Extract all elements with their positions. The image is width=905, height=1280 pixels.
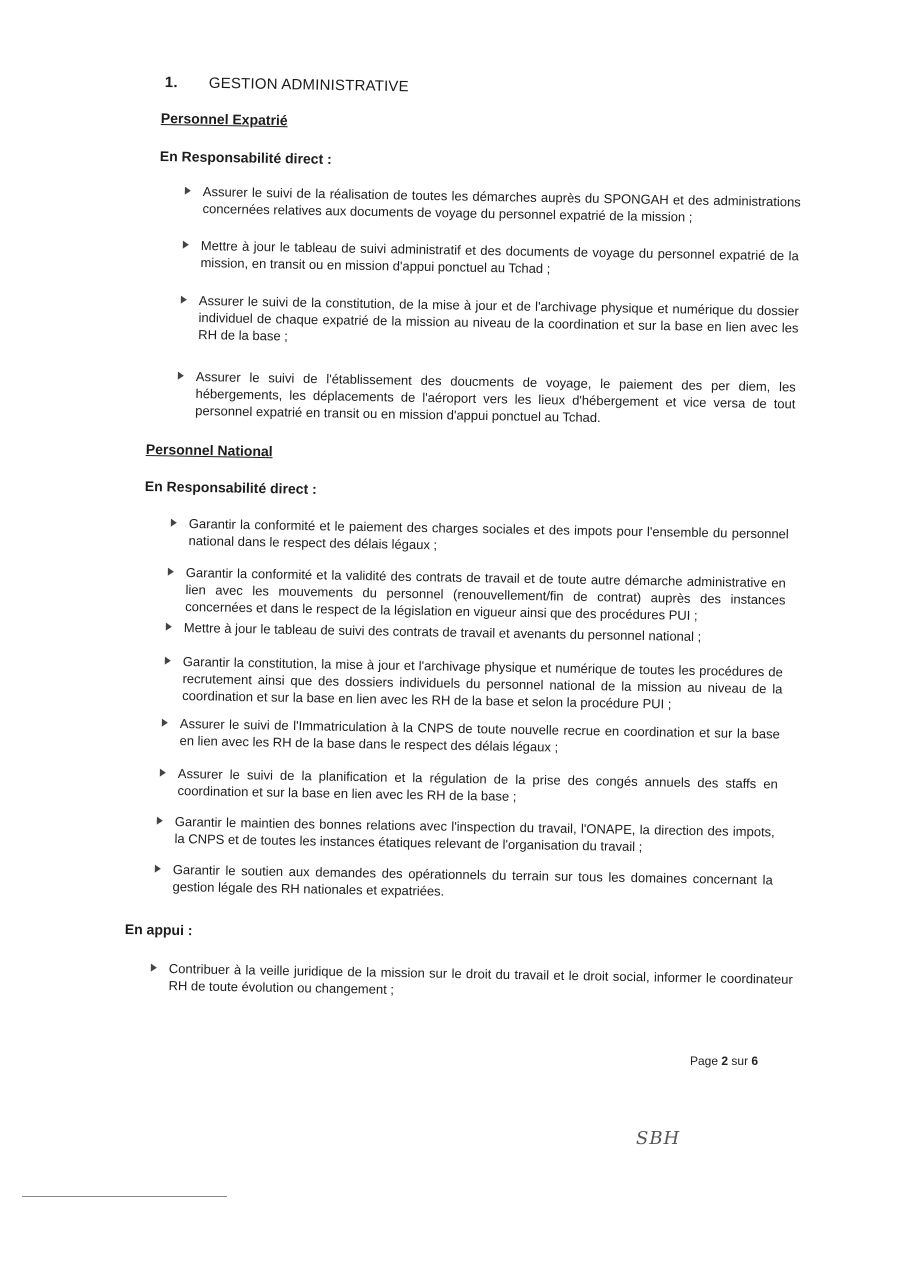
bullet-arrow-icon (160, 769, 166, 777)
scan-artifact-line (22, 1196, 227, 1197)
bullet-arrow-icon (178, 372, 184, 380)
support-item: Contribuer à la veille juridique de la mission sur le droit du travail et le droit social, informer le coordinateur RH de toute évolution ou changement ; (168, 960, 792, 1005)
bullet-arrow-icon (166, 623, 172, 631)
bullet-arrow-icon (181, 296, 187, 304)
handwritten-initials: SBH (636, 1128, 681, 1149)
national-item: Assurer le suivi de la planification et la régulation de la prise des congés annuels des staffs en coordination et sur la base en lien avec les RH de la base ; (177, 765, 778, 809)
national-item: Garantir le soutien aux demandes des opérationnels du terrain sur tous les domaines concernant la gestion légale des RH nationales et expatriées. (172, 861, 773, 905)
expat-item: Assurer le suivi de la constitution, de la mise à jour et de l'archivage physique et numérique du dossier individuel de chaque expatrié de la mission au niveau de la coordination et sur la base en lien avec les RH de la base ; (198, 292, 799, 353)
national-item: Assurer le suivi de l'Immatriculation à la CNPS de toute nouvelle recrue en coordination et sur la base en lien avec les RH de la base dans le respect des délais légaux ; (179, 715, 780, 759)
expat-item: Mettre à jour le tableau de suivi administratif et des documents de voyage du personnel expatrié de la mission, en transit ou en mission d'appui ponctuel au Tchad ; (200, 237, 799, 281)
page-number: Page 2 sur 6 (690, 1054, 759, 1068)
bullet-arrow-icon (171, 519, 177, 527)
national-item: Garantir la constitution, la mise à jour et l'archivage physique et numérique de toutes les procédures de recrutement ainsi que des dossiers individuels du personnel national de la mission au niveau de la coordination et sur la base en lien avec les RH de la base et selon la procédure PUI ; (182, 653, 783, 714)
bullet-arrow-icon (151, 964, 157, 972)
national-item: Mettre à jour le tableau de suivi des contrats de travail et avenants du personnel national ; (184, 619, 784, 646)
bullet-arrow-icon (168, 568, 174, 576)
national-responsibility-label: En Responsabilité direct : (144, 478, 317, 497)
bullet-arrow-icon (183, 241, 189, 249)
expat-responsibility-label: En Responsabilité direct : (159, 148, 332, 167)
support-label: En appui : (124, 921, 193, 939)
section-number: 1. (164, 74, 178, 92)
national-item: Garantir la conformité et la validité des contrats de travail et de toute autre démarche administrative en lien avec les mouvements du personnel (renouvellement/fin de contrat) auprès des instances concernées et dans le respect de la législation en vigueur ainsi que des procédures PUI ; (185, 564, 786, 625)
expat-subheading: Personnel Expatrié (160, 110, 288, 129)
section-heading (165, 74, 409, 95)
section-title: GESTION ADMINISTRATIVE (208, 74, 409, 96)
bullet-arrow-icon (157, 817, 163, 825)
bullet-arrow-icon (165, 657, 171, 665)
bullet-arrow-icon (162, 719, 168, 727)
national-subheading: Personnel National (145, 441, 273, 460)
national-item: Garantir le maintien des bonnes relations avec l'inspection du travail, l'ONAPE, la direction des impots, la CNPS et de toutes les instances étatiques relevant de l'organisation du travail ; (174, 813, 775, 857)
bullet-arrow-icon (155, 865, 161, 873)
expat-item: Assurer le suivi de l'établissement des doucments de voyage, le paiement des per diem, les hébergements, les déplacements de l'aéroport vers les lieux d'hébergement et vice versa de tout personnel expatrié en transit ou en mission d'appui ponctuel au Tchad. (195, 368, 796, 429)
expat-item: Assurer le suivi de la réalisation de toutes les démarches auprès du SPONGAH et des administrations concernées relatives aux documents de voyage du personnel expatrié de la mission ; (202, 183, 801, 227)
bullet-arrow-icon (185, 187, 191, 195)
national-item: Garantir la conformité et le paiement des charges sociales et des impots pour l'ensemble du personnel national dans le respect des délais légaux ; (188, 515, 789, 559)
